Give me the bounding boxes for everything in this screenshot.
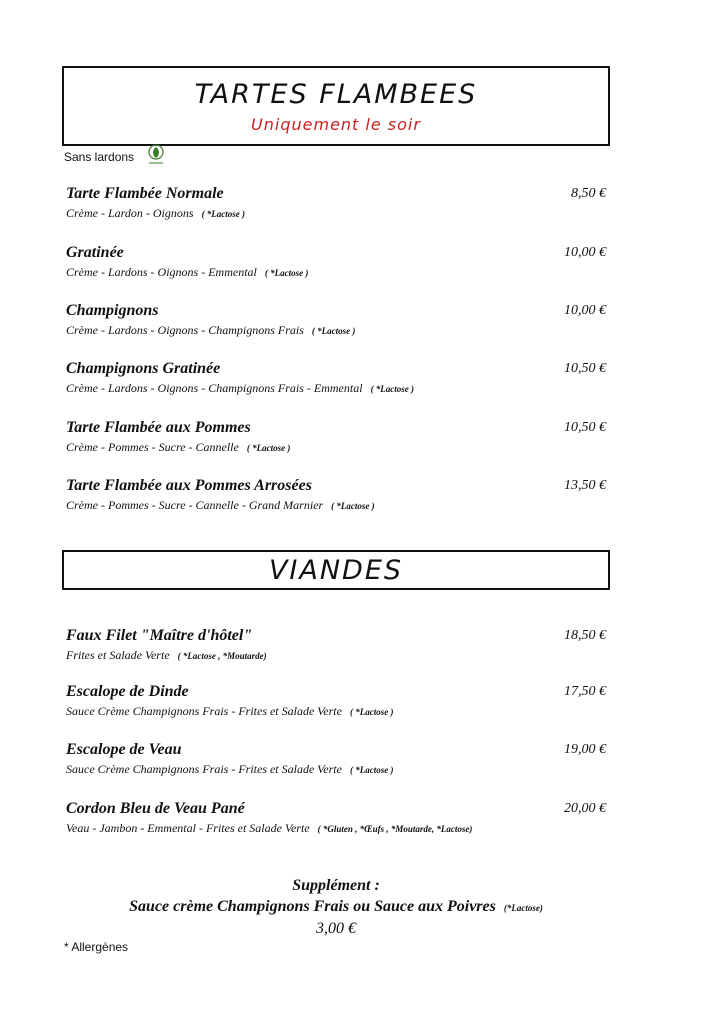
allergen-note: ( *Lactose ) [246, 443, 291, 453]
menu-item [66, 418, 608, 456]
item-price: 10,00 € [564, 303, 606, 318]
supplement-block [62, 876, 610, 939]
menu-item [66, 301, 608, 339]
item-price: 19,00 € [564, 742, 606, 757]
item-price: 10,50 € [564, 420, 606, 435]
allergen-note: ( *Lactose ) [349, 707, 394, 717]
item-name: Cordon Bleu de Veau Pané [66, 800, 245, 817]
item-desc-text: Veau - Jambon - Emmental - Frites et Salade Verte [66, 821, 310, 835]
supplement-title: Supplément : [292, 877, 380, 894]
menu-item [66, 799, 608, 837]
item-name: Tarte Flambée aux Pommes [66, 419, 251, 436]
leaf-icon [146, 144, 166, 166]
menu-item [66, 243, 608, 281]
allergen-note: ( *Lactose ) [311, 326, 356, 336]
item-desc-text: Crème - Pommes - Sucre - Cannelle [66, 440, 239, 454]
allergen-note: ( *Lactose ) [370, 384, 415, 394]
viandes-header-box [62, 550, 610, 590]
item-name: Gratinée [66, 244, 124, 261]
item-desc-text: Sauce Crème Champignons Frais - Frites et Salade Verte [66, 704, 342, 718]
item-description [66, 820, 608, 837]
menu-item [66, 626, 608, 664]
menu-item [66, 359, 608, 397]
item-price: 8,50 € [571, 186, 606, 201]
item-description [66, 380, 608, 397]
item-price: 17,50 € [564, 684, 606, 699]
allergen-note: (*Lactose) [503, 903, 543, 913]
item-price: 20,00 € [564, 801, 606, 816]
allergen-footnote: * Allergènes [64, 940, 129, 954]
item-name: Champignons Gratinée [66, 360, 221, 377]
item-price: 10,00 € [564, 245, 606, 260]
viandes-title: VIANDES [268, 555, 404, 586]
supplement-price: 3,00 € [316, 920, 356, 937]
item-description [66, 703, 608, 720]
item-desc-text: Crème - Pommes - Sucre - Cannelle - Grand Marnier [66, 498, 324, 512]
item-price: 18,50 € [564, 628, 606, 643]
item-description [66, 439, 608, 456]
item-description [66, 647, 608, 664]
item-desc-text: Crème - Lardons - Oignons - Champignons Frais - Emmental [66, 381, 363, 395]
tartes-subtitle: Uniquement le soir [251, 115, 421, 134]
item-description [66, 205, 608, 222]
sans-lardons-note: Sans lardons [64, 150, 135, 164]
item-name: Champignons [66, 302, 159, 319]
item-price: 13,50 € [564, 478, 606, 493]
allergen-note: ( *Lactose ) [331, 501, 375, 511]
item-description [66, 322, 608, 339]
item-name: Escalope de Veau [66, 741, 182, 758]
item-name: Tarte Flambée aux Pommes Arrosées [66, 477, 312, 494]
item-description [66, 761, 608, 778]
item-desc-text: Frites et Salade Verte [66, 648, 170, 662]
menu-item [66, 184, 608, 222]
item-name: Tarte Flambée Normale [66, 185, 224, 202]
item-desc-text: Sauce Crème Champignons Frais - Frites et Salade Verte [66, 762, 342, 776]
item-desc-text: Crème - Lardons - Oignons - Emmental [66, 265, 257, 279]
menu-item [66, 476, 608, 514]
item-description [66, 497, 608, 514]
item-name: Faux Filet "Maître d'hôtel" [66, 627, 253, 644]
item-name: Escalope de Dinde [66, 683, 189, 700]
supplement-text: Sauce crème Champignons Frais ou Sauce aux Poivres [129, 898, 496, 915]
menu-item [66, 682, 608, 720]
item-price: 10,50 € [564, 361, 606, 376]
menu-item [66, 740, 608, 778]
allergen-note: ( *Gluten , *Œufs , *Moutarde, *Lactose) [317, 824, 473, 834]
allergen-note: ( *Lactose ) [349, 765, 394, 775]
allergen-note: ( *Lactose ) [264, 268, 309, 278]
supplement-line [62, 896, 610, 919]
item-desc-text: Crème - Lardon - Oignons [66, 206, 194, 220]
allergen-note: ( *Lactose , *Moutarde) [177, 651, 267, 661]
item-desc-text: Crème - Lardons - Oignons - Champignons Frais [66, 323, 304, 337]
item-description [66, 264, 608, 281]
tartes-header-box [62, 66, 610, 146]
tartes-title: TARTES FLAMBEES [194, 79, 478, 110]
allergen-note: ( *Lactose ) [201, 209, 246, 219]
